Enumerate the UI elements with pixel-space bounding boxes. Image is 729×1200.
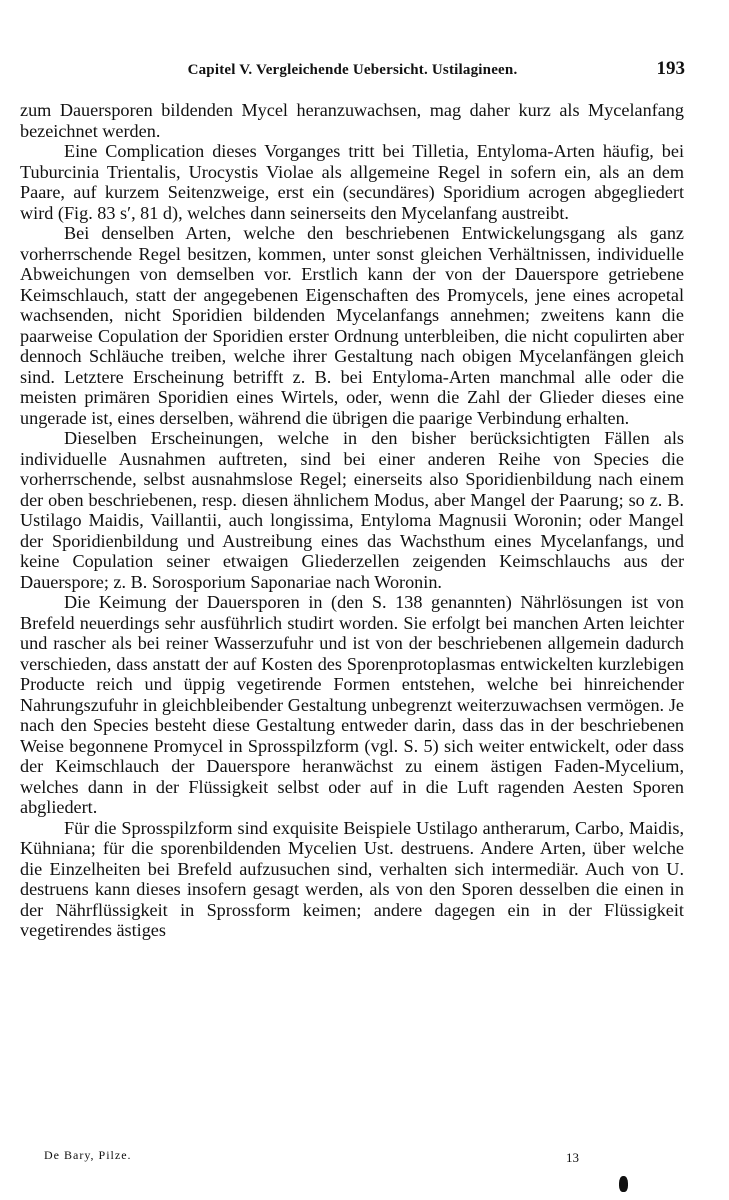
paragraph: Eine Complication dieses Vorganges tritt bei Tilletia, Entyloma-Arten häufig, bei Tuburcinia Trientalis, Urocystis Violae als allgemeine Regel in sofern ein, als an dem Paare, auf kurzem Seitenzweige, erst ein (secundäres) Sporidium acrogen abgegliedert wird (Fig. 83 s′, 81 d), welches dann seinerseits den Mycelanfang austreibt. xyxy=(20,141,684,223)
page-header xyxy=(20,58,685,88)
footer-author: De Bary, Pilze. xyxy=(44,1148,132,1162)
signature-mark: 13 xyxy=(566,1150,579,1165)
paragraph: Bei denselben Arten, welche den beschriebenen Entwickelungsgang als ganz vorherrschende Regel besitzen, kommen, unter sonst gleichen Verhältnissen, individuelle Abweichungen von demselben vor. Erstlich kann der von der Dauerspore getriebene Keimschlauch, statt der angegebenen Eigenschaften des Promycels, jene eines acropetal wachsenden, nicht Sporidien bildenden Mycelanfangs annehmen; zweitens kann die paarweise Copulation der Sporidien erster Ordnung unterbleiben, die nicht copulirten aber dennoch Schläuche treiben, welche ihrer Gestaltung nach obigen Mycelanfängen gleich sind. Letztere Erscheinung betrifft z. B. bei Entyloma-Arten manchmal alle oder die meisten primären Sporidien eines Wirtels, oder, wenn die Zahl der Glieder dieses eine ungerade ist, eines derselben, während die übrigen die paarige Verbindung erhalten. xyxy=(20,223,684,428)
running-head: Capitel V. Vergleichende Uebersicht. Ustilagineen. xyxy=(187,62,518,78)
paragraph-continuation: zum Dauersporen bildenden Mycel heranzuwachsen, mag daher kurz als Mycelanfang bezeichnet werden. xyxy=(20,100,684,141)
paragraph: Die Keimung der Dauersporen in (den S. 138 genannten) Nährlösungen ist von Brefeld neuerdings sehr ausführlich studirt worden. Sie erfolgt bei manchen Arten leichter und rascher als bei reiner Wasserzufuhr und ist von der beschriebenen allgemein dadurch verschieden, dass anstatt der auf Kosten des Sporenprotoplasmas entwickelten kurzlebigen Producte reich und üppig vegetirende Formen entstehen, welche bei hinreichender Nahrungszufuhr in gleichbleibender Gestaltung unbegrenzt weiterzuwachsen vermögen. Je nach den Species besteht diese Gestaltung entweder darin, dass das in der beschriebenen Weise begonnene Promycel in Sprosspilzform (vgl. S. 5) sich weiter entwickelt, oder dass der Keimschlauch der Dauerspore heranwächst zu einem ästigen Faden-Mycelium, welches dann in der Flüssigkeit selbst oder auf in die Luft ragenden Aesten Sporen abgliedert. xyxy=(20,592,684,817)
body-text xyxy=(20,100,684,941)
page-footer xyxy=(44,1148,604,1170)
paragraph: Für die Sprosspilzform sind exquisite Beispiele Ustilago antherarum, Carbo, Maidis, Kühniana; für die sporenbildenden Mycelien Ust. destruens. Andere Arten, über welche die Einzelheiten bei Brefeld aufzusuchen sind, verhalten sich intermediär. Auch von U. destruens kann dieses insofern gesagt werden, als von den Sporen desselben die einen in der Nährflüssigkeit in Sprossform keimen; andere dagegen ein in der Flüssigkeit vegetirendes ästiges xyxy=(20,817,684,940)
page-number: 193 xyxy=(656,58,685,79)
ink-spot xyxy=(619,1176,628,1192)
paragraph: Dieselben Erscheinungen, welche in den bisher berücksichtigten Fällen als individuelle Ausnahmen auftreten, sind bei einer anderen Reihe von Species die vorherrschende, selbst ausnahmslose Regel; einerseits also Sporidienbildung nach einem der oben beschriebenen, resp. diesen ähnlichem Modus, aber Mangel der Paarung; so z. B. Ustilago Maidis, Vaillantii, auch longissima, Entyloma Magnusii Woronin; oder Mangel der Sporidienbildung und Austreibung eines das Wachsthum eines Mycelanfangs, und keine Copulation seiner etwaigen Gliederzellen zeigenden Keimschlauchs aus der Dauerspore; z. B. Sorosporium Saponariae nach Woronin. xyxy=(20,428,684,592)
